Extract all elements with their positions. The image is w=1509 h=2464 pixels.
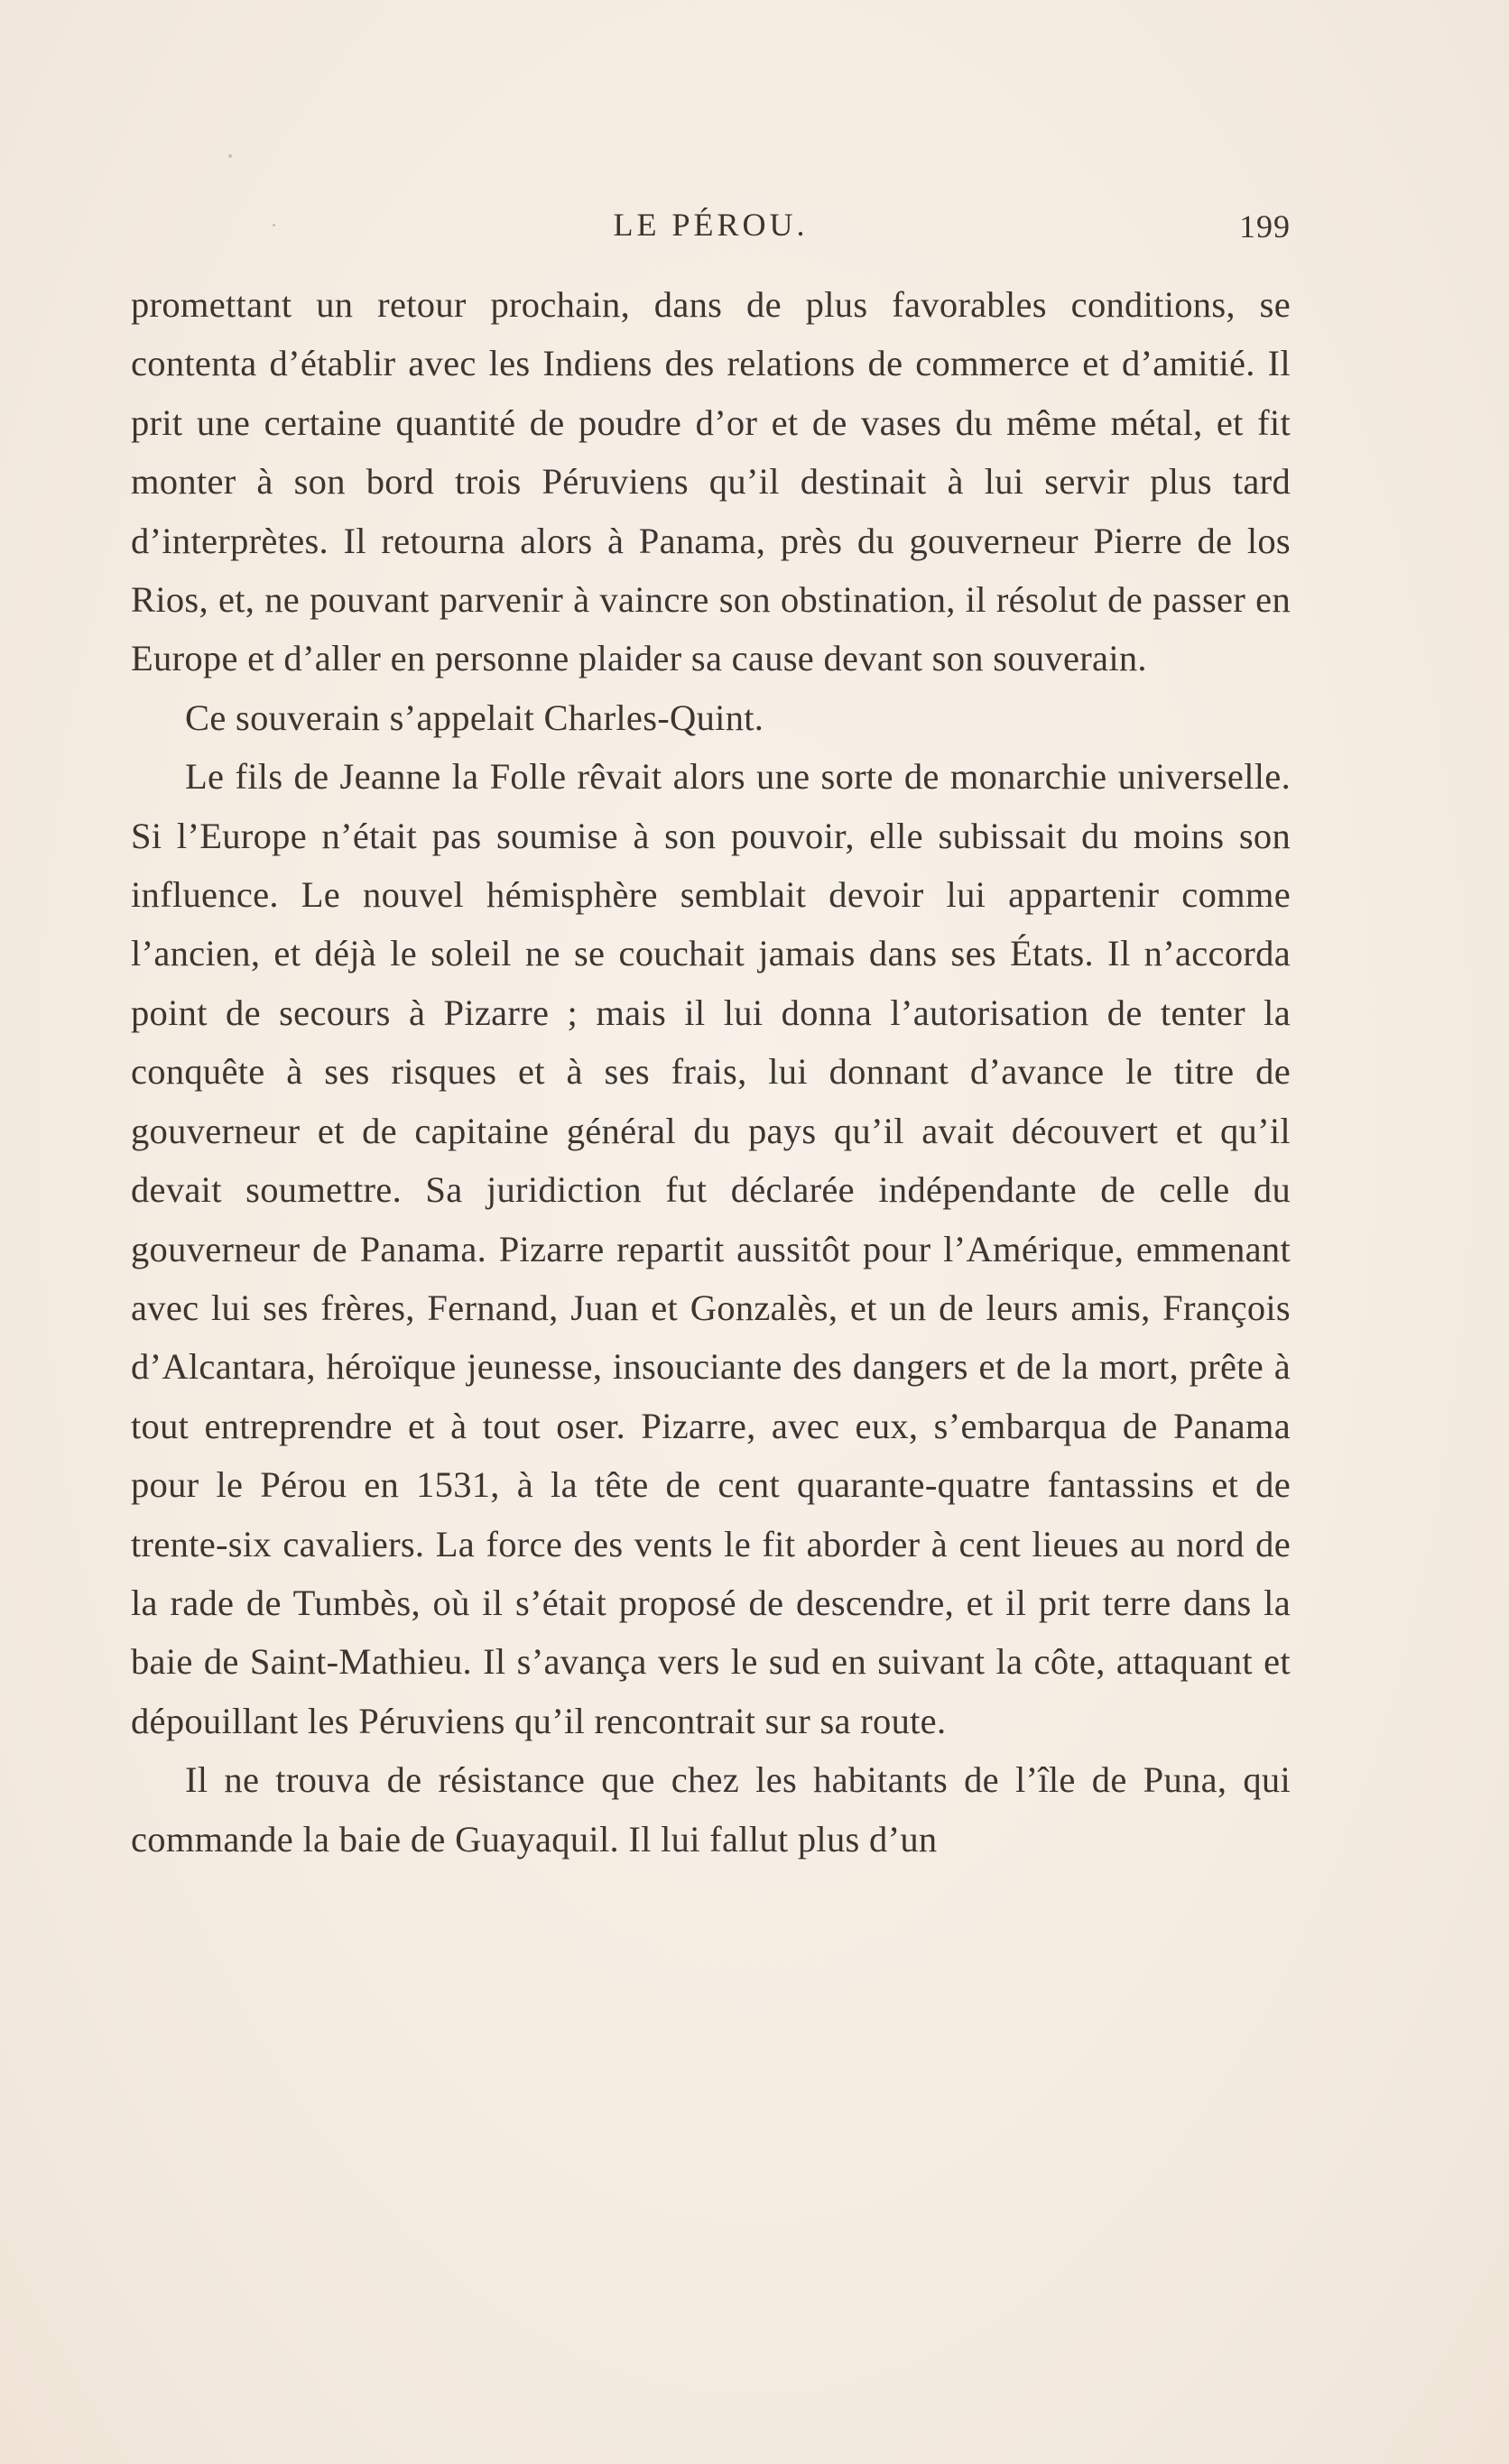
running-head	[131, 206, 1291, 260]
page-number: 199	[1239, 208, 1291, 245]
paragraph-continuation: promettant un retour prochain, dans de plus favorables conditions, se contenta d’établir avec les Indiens des relations de commerce et d’amitié. Il prit une certaine quantité de poudre d’or et de vases du même métal, et fit monter à son bord trois Péruviens qu’il destinait à lui servir plus tard d’interprètes. Il retourna alors à Panama, près du gouverneur Pierre de los Rios, et, ne pouvant parvenir à vaincre son obstination, il résolut de passer en Europe et d’aller en personne plaider sa cause devant son souverain.	[131, 284, 1291, 679]
running-title: LE PÉROU.	[613, 207, 809, 243]
paragraph: Il ne trouva de résistance que chez les habitants de l’île de Puna, qui commande la baie de Guayaquil. Il lui fallut plus d’un	[131, 1759, 1291, 1860]
paragraph: Ce souverain s’appelait Charles-Quint.	[185, 697, 764, 738]
paper-speck	[228, 154, 232, 158]
body-text	[131, 275, 1291, 1869]
paragraph: Le fils de Jeanne la Folle rêvait alors une sorte de monarchie universelle. Si l’Europe n’était pas soumise à son pouvoir, elle subissait du moins son influence. Le nouvel hémisphère semblait devoir lui appartenir comme l’ancien, et déjà le soleil ne se couchait jamais dans ses États. Il n’accorda point de secours à Pizarre ; mais il lui donna l’autorisation de tenter la conquête à ses risques et à ses frais, lui donnant d’avance le titre de gouverneur et de capitaine général du pays qu’il avait découvert et qu’il devait soumettre. Sa juridiction fut déclarée indépendante de celle du gouverneur de Panama. Pizarre repartit aussitôt pour l’Amérique, emmenant avec lui ses frères, Fernand, Juan et Gonzalès, et un de leurs amis, François d’Alcantara, héroïque jeunesse, insouciante des dangers et de la mort, prête à tout entreprendre et à tout oser. Pizarre, avec eux, s’embarqua de Panama pour le Pérou en 1531, à la tête de cent quarante-quatre fantassins et de trente-six cavaliers. La force des vents le fit aborder à cent lieues au nord de la rade de Tumbès, où il s’était proposé de descendre, et il prit terre dans la baie de Saint-Mathieu. Il s’avança vers le sud en suivant la côte, attaquant et dépouillant les Péruviens qu’il rencontrait sur sa route.	[131, 756, 1291, 1741]
